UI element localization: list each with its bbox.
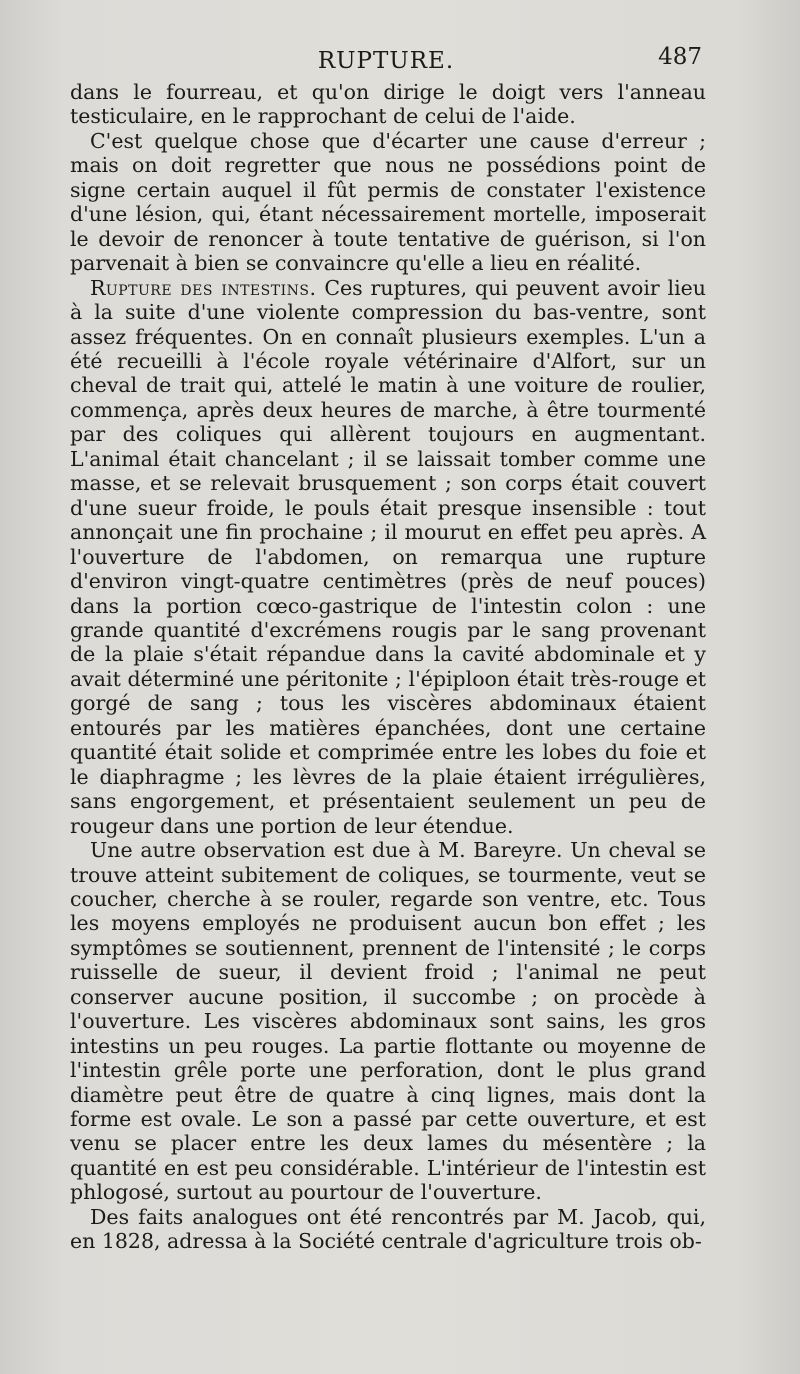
paragraph-3 — [70, 276, 706, 838]
page-header — [70, 44, 702, 80]
paragraph-text: Une autre observation est due à M. Bareyre. Un cheval se trouve atteint subitement de coliques, se tourmente, veut se coucher, cherche à se rouler, regarde son ventre, etc. Tous les moyens employés ne produisent aucun bon effet ; les symptômes se soutiennent, prennent de l'intensité ; le corps ruisselle de sueur, il devient froid ; l'animal ne peut conserver aucune position, il succombe ; on procède à l'ouverture. Les viscères abdominaux sont sains, les gros intestins un peu rouges. La partie flottante ou moyenne de l'intestin grêle porte une perforation, dont le plus grand diamètre peut être de quatre à cinq lignes, mais dont la forme est ovale. Le son a passé par cette ouverture, et est venu se placer entre les deux lames du mésentère ; la quantité en est peu considérable. L'intérieur de l'intestin est phlogosé, surtout au pourtour de l'ouverture. — [70, 838, 706, 1205]
body-text — [70, 80, 706, 1254]
page-number: 487 — [658, 44, 702, 70]
paragraph-1 — [70, 80, 706, 129]
paragraph-text: Ces ruptures, qui peuvent avoir lieu à la suite d'une violente compression du bas-ventre, sont assez fréquentes. On en connaît plusieurs exemples. L'un a été recueilli à l'école royale vétérinaire d'Alfort, sur un cheval de trait qui, attelé le matin à une voiture de roulier, commença, après deux heures de marche, à être tourmenté par des coliques qui allèrent toujours en augmentant. L'animal était chancelant ; il se laissait tomber comme une masse, et se relevait brusquement ; son corps était couvert d'une sueur froide, le pouls était presque insensible : tout annonçait une fin prochaine ; il mourut en effet peu après. A l'ouverture de l'abdomen, on remarqua une rupture d'environ vingt-quatre centimètres (près de neuf pouces) dans la portion cœco-gastrique de l'intestin colon : une grande quantité d'excrémens rougis par le sang provenant de la plaie s'était répandue dans la cavité abdominale et y avait déterminé une péritonite ; l'épiploon était très-rouge et gorgé de sang ; tous les viscères abdominaux étaient entourés par les matières épanchées, dont une certaine quantité était solide et comprimée entre les lobes du foie et le diaphragme ; les lèvres de la plaie étaient irrégulières, sans engorgement, et présentaient seulement un peu de rougeur dans une portion de leur étendue. — [70, 275, 706, 838]
paragraph-5 — [70, 1205, 706, 1254]
running-title: RUPTURE. — [317, 48, 455, 74]
paragraph-text: C'est quelque chose que d'écarter une cause d'erreur ; mais on doit regretter que nous ne possédions point de signe certain auquel il fût permis de constater l'existence d'une lésion, qui, étant nécessairement mortelle, imposerait le devoir de renoncer à toute tentative de guérison, si l'on parvenait à bien se convaincre qu'elle a lieu en réalité. — [70, 128, 706, 276]
paragraph-4 — [70, 838, 706, 1205]
paragraph-text: Des faits analogues ont été rencontrés par M. Jacob, qui, en 1828, adressa à la Société centrale d'agriculture trois ob- — [70, 1204, 706, 1254]
section-heading: Rupture des intestins. — [90, 275, 317, 300]
paragraph-text: dans le fourreau, et qu'on dirige le doigt vers l'anneau testiculaire, en le rapprochant de celui de l'aide. — [70, 80, 706, 129]
paragraph-2 — [70, 129, 706, 276]
